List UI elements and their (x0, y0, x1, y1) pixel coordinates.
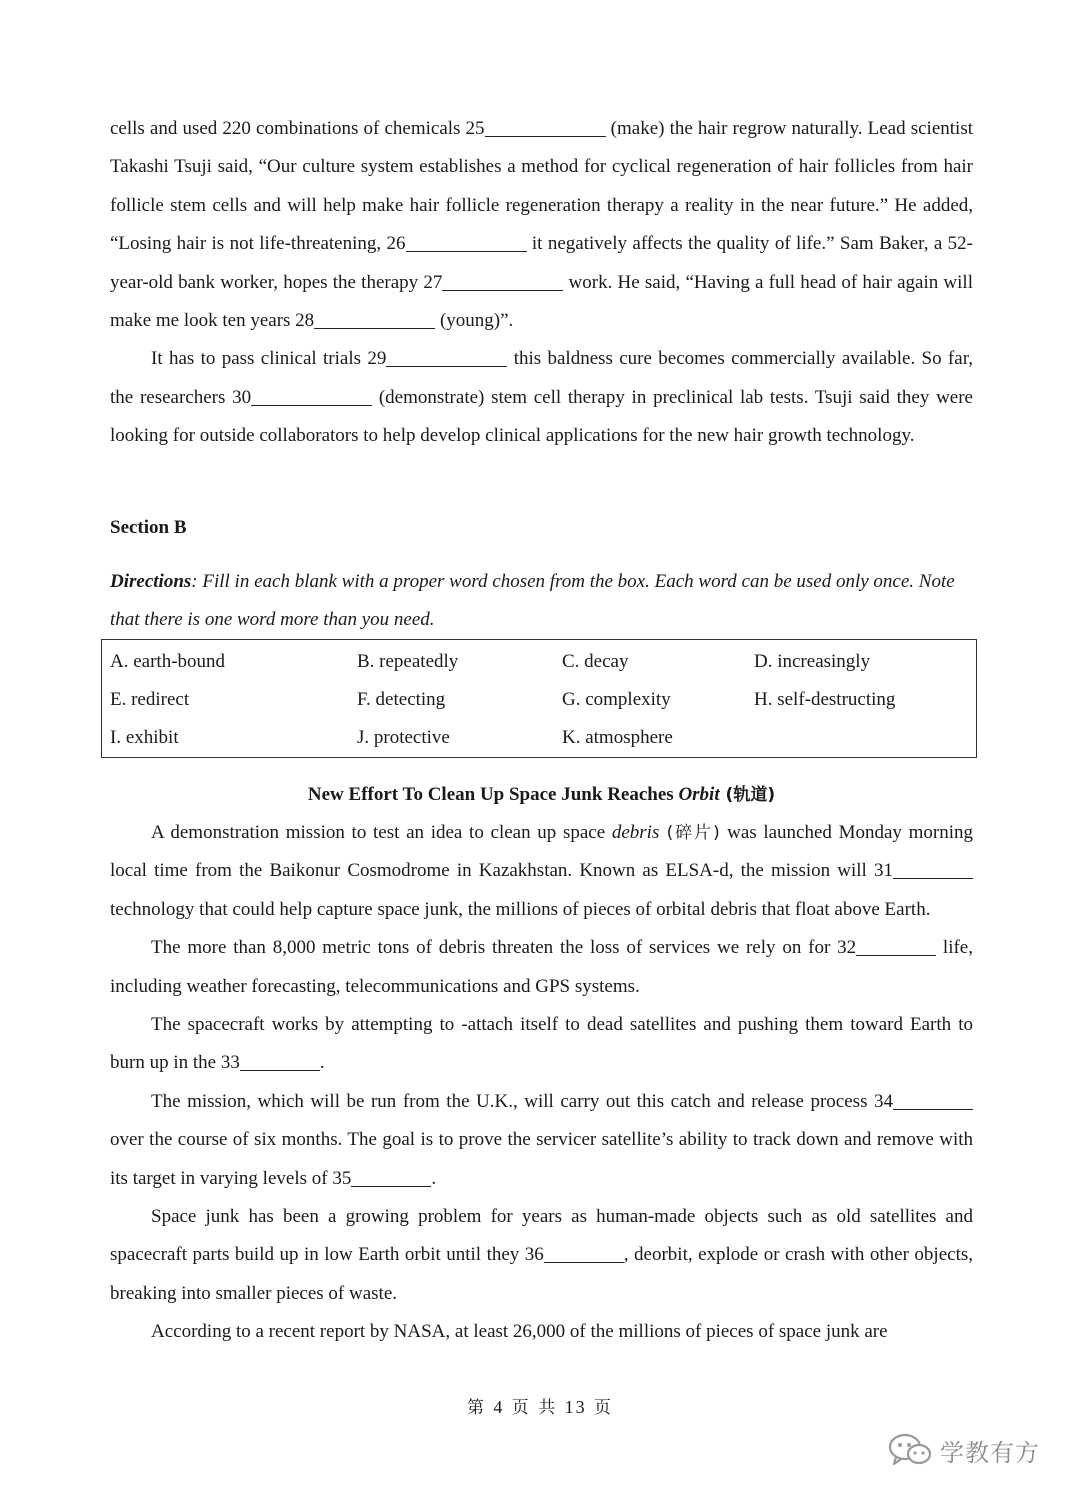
directions (110, 563, 973, 640)
section-heading: Section B (110, 517, 187, 538)
directions-label: Directions (110, 571, 192, 592)
passage1 (110, 110, 973, 456)
blank-26[interactable] (406, 232, 527, 252)
word-option: F. detecting (357, 689, 446, 710)
passage2-paragraph-4: The mission, which will be run from the U.K., will carry out this catch and release process 34 over the course of six months. The goal is to prove the servicer satellite’s ability to track down and remove with its target in varying levels of 35 . (110, 1090, 973, 1189)
page-number: 第 4 页 共 13 页 (466, 1397, 614, 1418)
blank-29[interactable] (386, 347, 507, 367)
word-box-row (102, 681, 976, 719)
directions-text: : Fill in each blank with a proper word chosen from the box. Each word can be used only once. Note that there is one word more than you need. (110, 571, 955, 631)
word-option: E. redirect (110, 689, 190, 710)
word-option: B. repeatedly (357, 651, 459, 672)
word-box-row (102, 643, 976, 681)
blank-31[interactable] (893, 859, 973, 879)
blank-27[interactable] (442, 271, 563, 291)
word-option: I. exhibit (110, 727, 179, 748)
passage1-paragraph-2: It has to pass clinical trials 29 this baldness cure becomes commercially available. So far, the researchers 30 (demonstrate) stem cell therapy in preclinical lab tests. Tsuji said they were looking for outside collaborators to help develop clinical applications for the new hair growth technology. (110, 348, 974, 447)
passage1-paragraph-1: cells and used 220 combinations of chemicals 25 (make) the hair regrow naturally. Lead scientist Takashi Tsuji said, “Our culture system establishes a method for cyclical regeneration of hair follicles from hair follicle stem cells and will help make hair follicle regeneration therapy a reality in the near future.” He added, “Losing hair is not life-threatening, 26 it negatively affects the quality of life.” Sam Baker, a 52-year-old bank worker, hopes the therapy 27 work. He said, “Having a full head of hair again will make me look ten years 28 (young)”. (110, 118, 973, 332)
watermark-text: 学教有方 (940, 1438, 1040, 1467)
blank-34[interactable] (893, 1090, 973, 1110)
word-option: A. earth-bound (110, 651, 226, 672)
passage2-paragraph-3: The spacecraft works by attempting to -attach itself to dead satellites and pushing them toward Earth to burn up in the 33 . (110, 1014, 973, 1074)
blank-32[interactable] (856, 936, 936, 956)
blank-25[interactable] (485, 117, 606, 137)
blank-28[interactable] (314, 309, 435, 329)
word-option: G. complexity (562, 689, 671, 710)
word-option: H. self-destructing (754, 689, 896, 710)
blank-30[interactable] (251, 386, 372, 406)
passage2-paragraph-1: A demonstration mission to test an idea to clean up space debris (碎片) was launched Monday morning local time from the Baikonur Cosmodrome in Kazakhstan. Known as ELSA-d, the mission will 31 technology that could help capture space junk, the millions of pieces of orbital debris that float above Earth. (110, 822, 974, 920)
passage2 (110, 814, 973, 1352)
blank-35[interactable] (351, 1167, 431, 1187)
word-box-row (102, 719, 976, 757)
blank-33[interactable] (240, 1051, 320, 1071)
wechat-icon (888, 1432, 932, 1468)
passage2-paragraph-6: According to a recent report by NASA, at least 26,000 of the millions of pieces of space junk are (151, 1321, 888, 1343)
passage2-paragraph-5: Space junk has been a growing problem for years as human-made objects such as old satellites and spacecraft parts build up in low Earth orbit until they 36 , deorbit, explode or crash with other objects, breaking into smaller pieces of waste. (110, 1206, 973, 1304)
blank-36[interactable] (544, 1243, 624, 1263)
word-box (101, 639, 977, 758)
word-option: C. decay (562, 651, 629, 672)
word-option: J. protective (357, 727, 450, 748)
passage-title: New Effort To Clean Up Space Junk Reaches Orbit (轨道) (307, 784, 776, 805)
passage2-paragraph-2: The more than 8,000 metric tons of debris threaten the loss of services we rely on for 32 life, including weather forecasting, telecommunications and GPS systems. (110, 937, 973, 997)
watermark (888, 1430, 1040, 1470)
word-option: K. atmosphere (562, 727, 673, 748)
word-option: D. increasingly (754, 651, 871, 672)
